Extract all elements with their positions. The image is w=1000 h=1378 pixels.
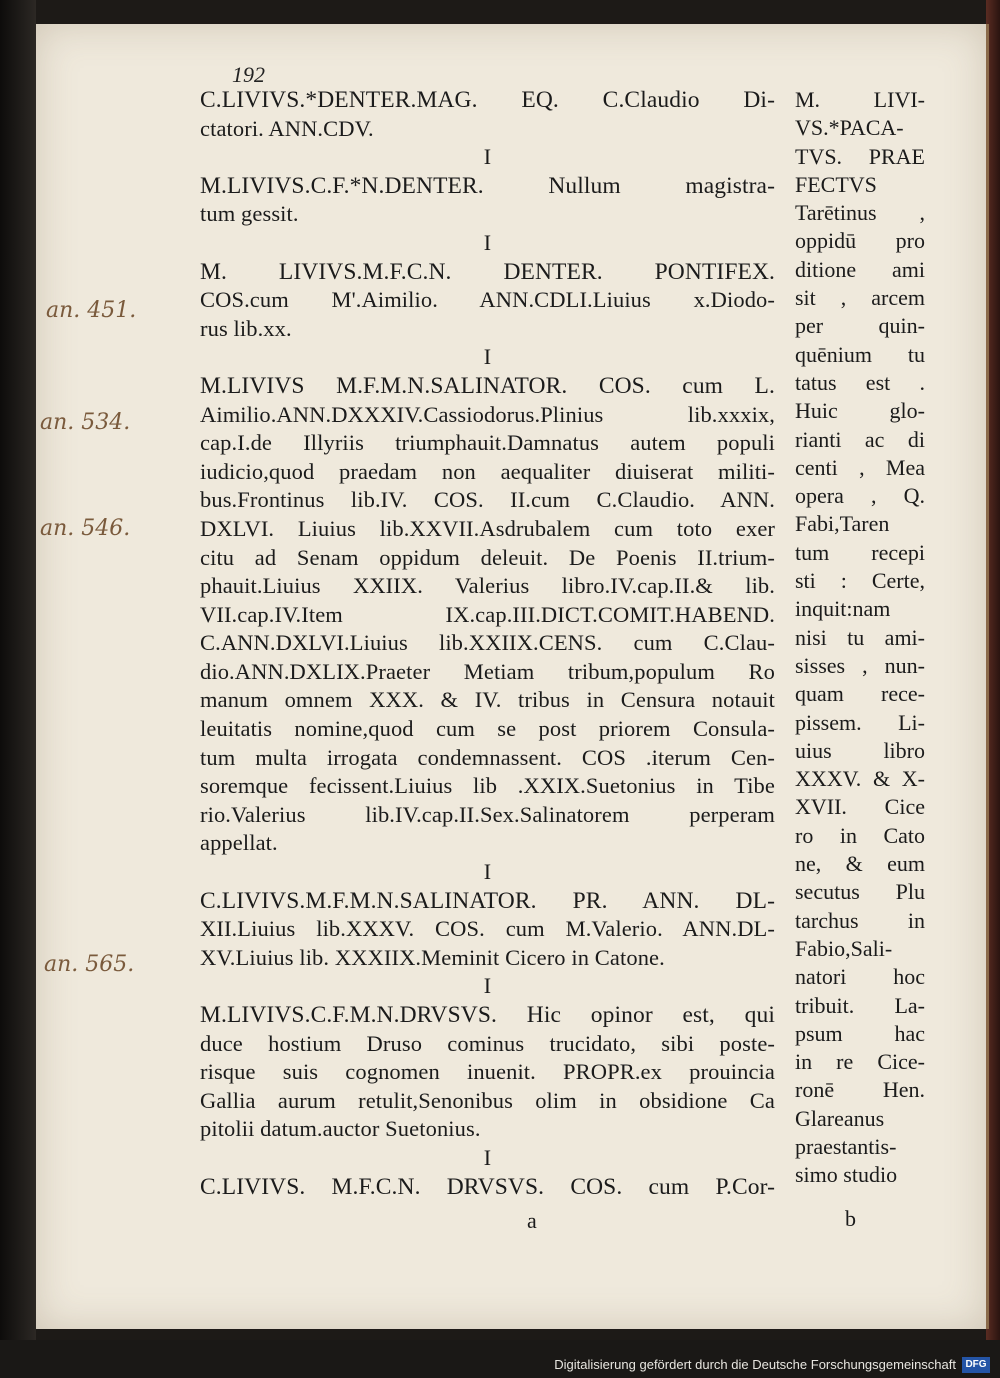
side-text-line: FECTVS — [795, 171, 877, 197]
margin-note-534: an. 534. — [40, 410, 131, 435]
side-text-line: tatus est . — [795, 369, 925, 395]
funding-notice: Digitalisierung gefördert durch die Deutsche Forschungsgemeinschaft — [554, 1357, 956, 1372]
text-line: XV.Liuius lib. XXXIIX.Meminit Cicero in Catone. — [200, 944, 665, 970]
text-line: M.LIVIVS.C.F.M.N.DRVSVS. Hic opinor est, qui — [200, 1002, 775, 1028]
entry-separator: I — [483, 1144, 492, 1170]
text-line: phauit.Liuius XXIIX. Valerius libro.IV.cap.II.& lib. — [200, 573, 775, 599]
side-text-line: tarchus in — [795, 907, 925, 933]
main-text-column — [200, 86, 775, 1201]
text-line: leuitatis nomine,quod cum se post priorem Consula- — [200, 716, 775, 742]
text-line: cap.I.de Illyriis triumphauit.Damnatus autem populi — [200, 430, 775, 456]
side-text-line: secutus Plu — [795, 879, 925, 905]
side-text-line: per quin- — [795, 313, 925, 339]
entry-separator: I — [483, 144, 492, 170]
text-line: C.LIVIVS.M.F.M.N.SALINATOR. PR. ANN. DL- — [200, 887, 775, 914]
text-line: C.ANN.DXLVI.Liuius lib.XXIIX.CENS. cum C.Clau- — [200, 630, 775, 656]
text-line: XII.Liuius lib.XXXV. COS. cum M.Valerio. ANN.DL- — [200, 916, 775, 942]
entry-separator: I — [483, 344, 492, 370]
side-text-line: simo studio — [795, 1162, 898, 1188]
text-line: dio.ANN.DXLIX.Praeter Metiam tribum,populum Ro — [200, 658, 775, 684]
text-line: Aimilio.ANN.DXXXIV.Cassiodorus.Plinius lib.xxxix, — [200, 401, 775, 427]
side-text-line: uius libro — [795, 737, 925, 763]
side-text-line: TVS. PRAE — [795, 143, 925, 169]
side-text-line: Huic glo- — [795, 398, 925, 424]
side-text-line: oppidū pro — [795, 228, 925, 254]
footer-bar — [0, 1340, 1000, 1378]
side-text-line: ne, & eum — [795, 851, 925, 877]
text-line: Gallia aurum retulit,Senonibus olim in obsidione Ca — [200, 1087, 775, 1113]
text-line: bus.Frontinus lib.IV. COS. II.cum C.Claudio. ANN. — [200, 487, 775, 513]
side-text-line: tum recepi — [795, 539, 925, 565]
text-line: VII.cap.IV.Item IX.cap.III.DICT.COMIT.HABEND. — [200, 601, 775, 627]
side-text-line: ro in Cato — [795, 822, 925, 848]
text-line: risque suis cognomen inuenit. PROPR.ex prouincia — [200, 1059, 775, 1085]
entry-separator: I — [483, 859, 492, 885]
side-text-line: inquit:nam — [795, 596, 891, 622]
text-line: ctatori. ANN.CDV. — [200, 115, 374, 141]
text-line: duce hostium Druso cominus trucidato, sibi poste- — [200, 1030, 775, 1056]
side-text-line: sit , arcem — [795, 285, 925, 311]
side-text-line: ditione ami — [795, 256, 925, 282]
text-line: citu ad Senam oppidum deleuit. De Poenis II.trium- — [200, 544, 775, 570]
side-text-line: quam rece- — [795, 681, 925, 707]
side-text-line: rianti ac di — [795, 426, 925, 452]
text-line: manum omnem XXX. & IV. tribus in Censura notauit — [200, 687, 775, 713]
signature-mark-side: b — [845, 1206, 856, 1231]
dfg-logo: DFG — [962, 1357, 990, 1373]
side-text-line: praestantis- — [795, 1133, 897, 1159]
page-number: 192 — [232, 62, 265, 87]
side-text-line: Tarētinus , — [795, 200, 925, 226]
side-text-line: sisses , nun- — [795, 652, 925, 678]
scan-left-edge — [0, 0, 36, 1340]
side-text-line: nisi tu ami- — [795, 624, 925, 650]
side-text-line: centi , Mea — [795, 454, 925, 480]
side-text-line: M. LIVI- — [795, 87, 925, 112]
side-text-line: sti : Certe, — [795, 568, 925, 594]
text-line: rus lib.xx. — [200, 315, 292, 341]
text-line: pitolii datum.auctor Suetonius. — [200, 1116, 481, 1142]
side-text-line: Glareanus — [795, 1105, 885, 1131]
side-text-line: XXXV. & X- — [795, 766, 925, 792]
side-text-line: opera , Q. — [795, 483, 925, 509]
side-text-line: psum hac — [795, 1020, 925, 1046]
entry-separator: I — [483, 229, 492, 255]
side-text-line: pissem. Li- — [795, 709, 925, 735]
side-text-line: in re Cice- — [795, 1049, 925, 1075]
side-text-line: Fabi,Taren — [795, 511, 890, 537]
text-line: C.LIVIVS.*DENTER.MAG. EQ. C.Claudio Di- — [200, 87, 775, 113]
margin-note-451: an. 451. — [46, 298, 137, 323]
text-line: iudicio,quod praedam non aequaliter diuiserat militi- — [200, 458, 775, 484]
text-line: soremque fecissent.Liuius lib .XXIX.Suetonius in Tibe — [200, 773, 775, 799]
text-line: tum gessit. — [200, 201, 299, 227]
side-text-line: Fabio,Sali- — [795, 935, 893, 961]
text-line: C.LIVIVS. M.F.C.N. DRVSVS. COS. cum P.Cor- — [200, 1173, 775, 1200]
side-text-line: VS.*PACA- — [795, 115, 904, 141]
margin-note-565: an. 565. — [44, 952, 135, 977]
text-line: tum multa irrogata condemnassent. COS .iterum Cen- — [200, 744, 775, 770]
side-text-line: XVII. Cice — [795, 794, 925, 820]
text-line: rio.Valerius lib.IV.cap.II.Sex.Salinatorem perperam — [200, 801, 775, 827]
text-line: M. LIVIVS.M.F.C.N. DENTER. PONTIFEX. — [200, 258, 775, 285]
text-line: M.LIVIVS M.F.M.N.SALINATOR. COS. cum L. — [200, 372, 775, 399]
side-text-column — [795, 86, 925, 1190]
side-text-line: ronē Hen. — [795, 1077, 925, 1103]
signature-mark-main: a — [527, 1208, 537, 1233]
side-text-line: quēnium tu — [795, 341, 925, 367]
text-line: DXLVI. Liuius lib.XXVII.Asdrubalem cum toto exer — [200, 515, 775, 541]
margin-note-546: an. 546. — [40, 516, 131, 541]
text-line: M.LIVIVS.C.F.*N.DENTER. Nullum magistra- — [200, 172, 775, 199]
side-text-line: tribuit. La- — [795, 992, 925, 1018]
text-line: appellat. — [200, 830, 278, 856]
text-line: COS.cum M'.Aimilio. ANN.CDLI.Liuius x.Diodo- — [200, 287, 775, 313]
side-text-line: natori hoc — [795, 964, 925, 990]
entry-separator: I — [483, 973, 492, 999]
